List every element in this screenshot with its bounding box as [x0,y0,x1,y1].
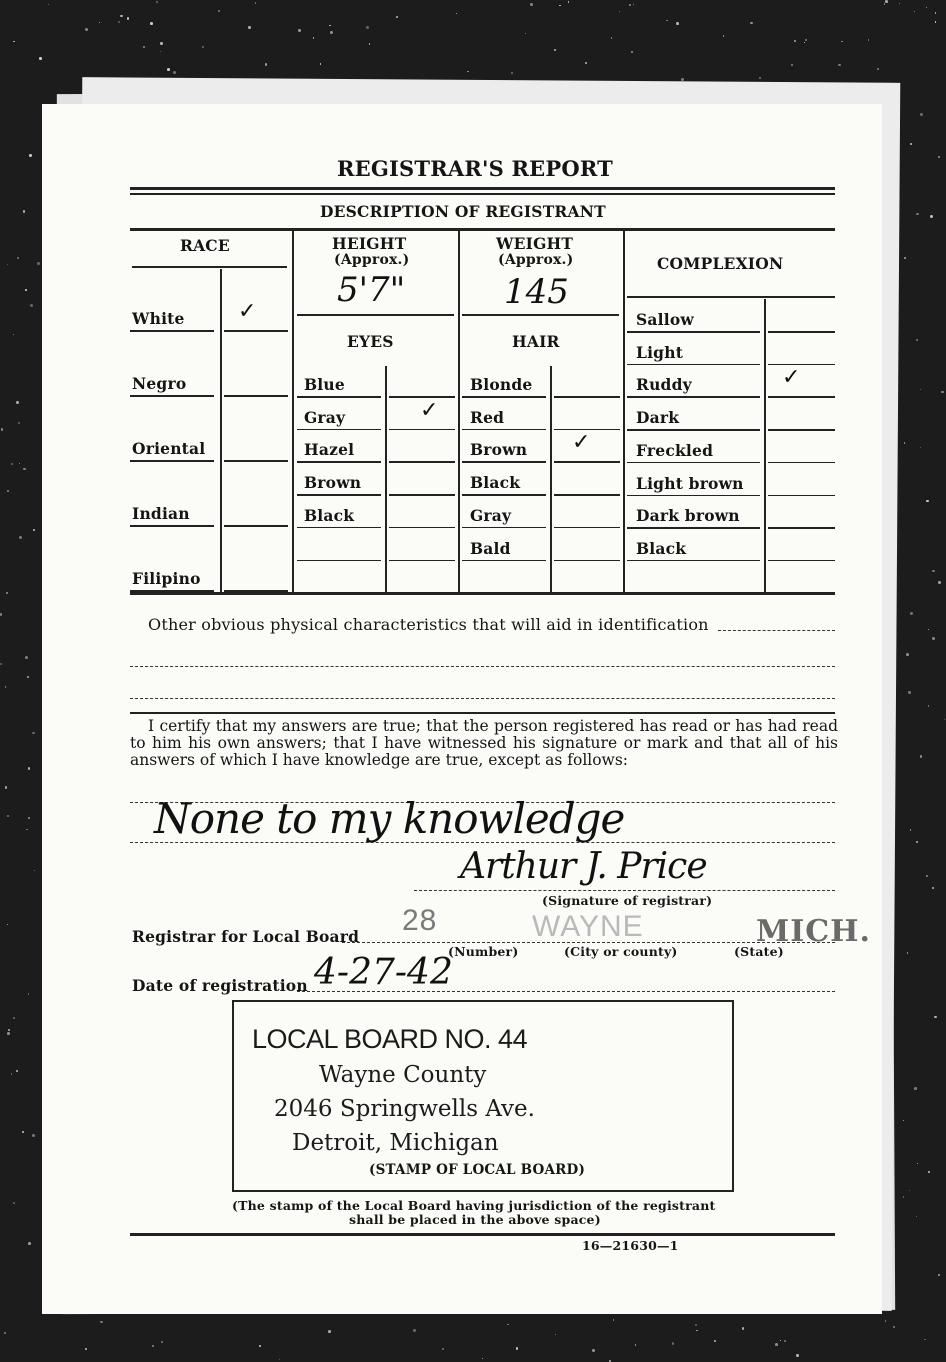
divider-weight-complexion [623,230,625,592]
eyes-option-rule [297,429,381,431]
table-bottom-rule [130,592,835,595]
hair-check-rule [554,494,620,496]
race-check-rule [224,590,288,592]
other-characteristics-line-3 [130,698,835,699]
complexion-check-rule [768,462,835,464]
complexion-check-rule [768,429,835,431]
race-option: Filipino [132,569,201,588]
other-characteristics-line [718,630,835,631]
complexion-option-rule [627,364,760,366]
section-title: DESCRIPTION OF REGISTRANT [320,202,606,221]
race-check-rule [224,395,288,397]
divider-complexion-check [764,299,766,592]
hair-option: Red [470,407,505,427]
eyes-blank-rule [389,560,455,562]
hair-option-rule [462,396,546,398]
eyes-option: Blue [304,375,345,394]
complexion-option-rule [627,396,760,398]
height-rule [297,314,454,316]
check-mark-icon: ✓ [238,299,257,324]
race-check-rule [224,330,288,332]
complexion-header-rule [627,296,835,298]
race-option: White [132,309,185,328]
check-mark-icon: ✓ [572,430,591,456]
complexion-option: Light brown [636,473,744,493]
hair-check-rule [554,527,620,529]
check-mark-icon: ✓ [782,365,801,391]
eyes-option: Black [304,505,355,525]
check-mark-icon: ✓ [420,397,439,423]
complexion-check-rule [768,364,835,366]
hair-option-rule [462,429,546,431]
complexion-option-rule [627,331,760,333]
stamp-line-4: Detroit, Michigan [292,1130,499,1156]
registrar-report-card [42,104,882,1314]
hair-header: HAIR [512,332,560,351]
race-option-rule [130,590,214,592]
stamp-box [232,1000,734,1192]
eyes-check-rule [389,429,455,431]
complexion-option: Dark brown [636,506,740,526]
eyes-option: Hazel [304,440,355,460]
hair-option-rule [462,560,546,562]
hair-option: Brown [470,440,528,460]
complexion-check-rule [768,396,835,398]
eyes-option-rule [297,396,381,398]
eyes-option: Brown [304,473,362,493]
stamp-line-3: 2046 Springwells Ave. [274,1096,535,1122]
eyes-blank-rule [297,560,381,562]
complexion-check-rule [768,527,835,529]
weight-rule [462,314,619,316]
divider-race-check [220,269,222,592]
complexion-header: COMPLEXION [657,254,784,273]
eyes-header: EYES [347,332,394,351]
state-caption: (State) [734,944,784,959]
divider-hair-check [550,366,552,592]
race-header-rule [132,266,287,268]
other-characteristics-line-2 [130,666,835,667]
race-check-rule [224,525,288,527]
hair-option: Bald [470,538,511,558]
complexion-option-rule [627,527,760,529]
complexion-option-rule [627,429,760,431]
complexion-option: Dark [636,408,680,428]
complexion-check-rule [768,495,835,497]
eyes-check-rule [389,494,455,496]
registrar-label: Registrar for Local Board [132,927,360,946]
complexion-option-rule [627,462,760,464]
race-option-rule [130,525,214,527]
complexion-option-rule [627,495,760,497]
eyes-option-rule [297,461,381,463]
race-check-rule [224,460,288,462]
certification-text: I certify that my answers are true; that the person registered has read or has had read to him his own answers; that I have witnessed his signature or mark and that all of his answers of which I have knowledge are true, except as follows: [130,717,838,769]
height-approx: (Approx.) [334,252,410,268]
hair-check-rule [554,396,620,398]
complexion-option: Ruddy [636,375,692,395]
number-caption: (Number) [448,944,519,959]
stamp-caption: (STAMP OF LOCAL BOARD) [369,1162,586,1178]
hair-option: Blonde [470,375,533,394]
hair-option-rule [462,527,546,529]
weight-header: WEIGHT [496,234,574,253]
stamp-line-1: LOCAL BOARD NO. 44 [252,1024,528,1054]
race-option: Oriental [132,439,206,458]
height-header: HEIGHT [332,234,407,253]
complexion-option: Freckled [636,440,714,460]
hair-option-rule [462,461,546,463]
weight-approx: (Approx.) [498,252,574,268]
board-city: WAYNE [532,910,644,943]
divider-height-weight [458,230,460,592]
stamp-note-line-1: (The stamp of the Local Board having jurisdiction of the registrant [232,1198,716,1213]
complexion-option: Light [636,342,684,362]
eyes-option-rule [297,527,381,529]
certify-rule [130,712,835,714]
complexion-option-rule [627,560,760,562]
hair-check-rule [554,560,620,562]
date-label: Date of registration [132,976,308,995]
eyes-check-rule [389,461,455,463]
document-title: REGISTRAR'S REPORT [337,156,613,181]
form-number: 16—21630—1 [582,1238,679,1253]
race-option-rule [130,395,214,397]
board-number: 28 [402,904,438,937]
table-top-rule [130,228,835,231]
race-option-rule [130,460,214,462]
race-option: Indian [132,504,190,523]
registrar-signature: Arthur J. Price [460,846,707,887]
title-rule [130,187,835,190]
hair-check-rule [554,461,620,463]
hair-option: Black [470,473,521,493]
exceptions-handwriting: None to my knowledge [154,794,625,843]
eyes-option-rule [297,494,381,496]
complexion-option: Sallow [636,310,694,329]
footer-rule [130,1233,835,1236]
stamp-line-2: Wayne County [319,1062,487,1088]
hair-option-rule [462,494,546,496]
other-characteristics-label: Other obvious physical characteristics that will aid in identification [148,615,709,634]
complexion-check-rule [768,560,835,562]
board-state: MICH. [756,914,871,949]
eyes-option: Gray [304,407,346,427]
date-value: 4-27-42 [314,952,453,993]
city-caption: (City or county) [564,944,678,959]
hair-option: Gray [470,505,512,525]
race-option-rule [130,330,214,332]
race-header: RACE [180,236,230,255]
divider-race-height [292,230,294,592]
title-rule-2 [130,193,835,195]
race-option: Negro [132,374,187,393]
height-value: 5'7" [337,270,406,310]
signature-line [414,890,835,891]
divider-eyes-check [385,366,387,592]
complexion-option: Black [636,538,687,558]
exceptions-line-2 [130,842,835,843]
stamp-note-line-2: shall be placed in the above space) [349,1212,601,1227]
eyes-check-rule [389,527,455,529]
signature-caption: (Signature of registrar) [542,893,713,908]
complexion-check-rule [768,331,835,333]
weight-value: 145 [504,272,569,312]
